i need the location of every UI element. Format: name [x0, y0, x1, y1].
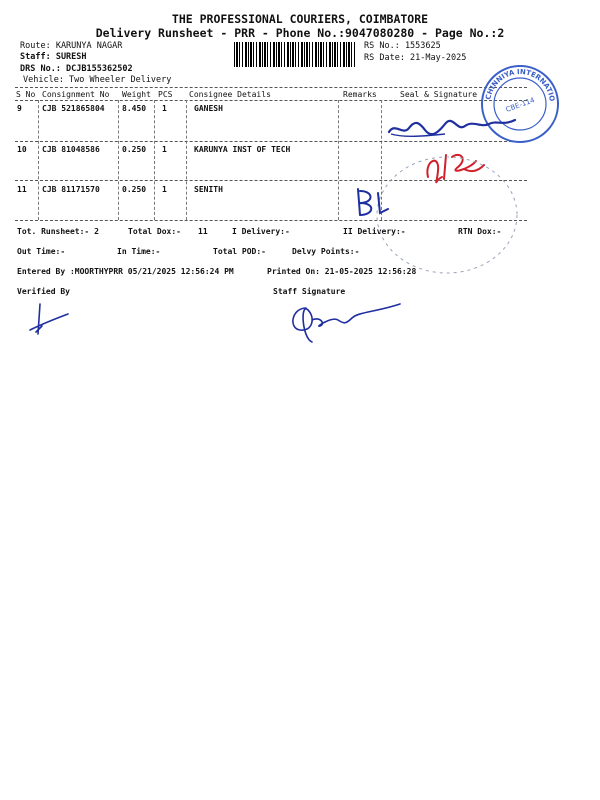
row-weight: 0.250 — [122, 185, 147, 194]
col-header-weight: Weight — [122, 90, 151, 99]
col-divider — [338, 100, 339, 220]
receiver-signature — [385, 112, 525, 142]
printed-on: Printed On: 21-05-2025 12:56:28 — [267, 267, 417, 276]
row-pcs: 1 — [162, 145, 167, 154]
drs-number: DRS No.: DCJB155362502 — [20, 64, 133, 74]
total-dox-value: 11 — [198, 227, 208, 236]
row-weight: 0.250 — [122, 145, 147, 154]
table-top-rule — [15, 87, 527, 88]
runsheet-subtitle: Delivery Runsheet - PRR - Phone No.:9047080280 - Page No.:2 — [95, 26, 505, 40]
col-header-remarks: Remarks — [343, 90, 377, 99]
barcode — [234, 42, 356, 67]
row-consignment: CJB 521865804 — [42, 104, 105, 113]
vehicle-label: Vehicle: Two Wheeler Delivery — [23, 75, 172, 85]
in-time: In Time:- — [117, 247, 161, 256]
table-header-rule — [15, 100, 527, 101]
tot-runsheet: Tot. Runsheet:- 2 — [17, 227, 99, 236]
row-sno: 10 — [17, 145, 27, 154]
col-divider — [186, 100, 187, 220]
total-pod: Total POD:- — [213, 247, 266, 256]
receiver-signature — [352, 185, 392, 221]
col-divider — [118, 100, 119, 220]
row-consignee: SENITH — [194, 185, 223, 194]
col-divider — [154, 100, 155, 220]
ii-delivery: II Delivery:- — [343, 227, 406, 236]
row-pcs: 1 — [162, 104, 167, 113]
staff-label: Staff: SURESH — [20, 52, 87, 62]
rtn-dox: RTN Dox:- — [458, 227, 502, 236]
rs-number: RS No.: 1553625 — [364, 41, 441, 51]
col-header-seal: Seal & Signature — [400, 90, 478, 99]
row-sno: 11 — [17, 185, 27, 194]
verifier-signature — [28, 300, 72, 340]
row-consignment: CJB 81048586 — [42, 145, 100, 154]
seal-text: CHINNIYA INTERNATIONAL — [475, 56, 556, 102]
total-dox: Total Dox:- — [128, 227, 181, 236]
route-label: Route: KARUNYA NAGAR — [20, 41, 123, 51]
row-consignee: KARUNYA INST OF TECH — [194, 145, 291, 154]
staff-signature-label: Staff Signature — [273, 287, 346, 296]
row-sno: 9 — [17, 104, 22, 113]
row-weight: 8.450 — [122, 104, 147, 113]
row-pcs: 1 — [162, 185, 167, 194]
i-delivery: I Delivery:- — [232, 227, 290, 236]
out-time: Out Time:- — [17, 247, 66, 256]
delvy-points: Delvy Points:- — [292, 247, 360, 256]
staff-signature — [286, 298, 406, 348]
col-header-consignee: Consignee Details — [189, 90, 271, 99]
verified-by-label: Verified By — [17, 287, 70, 296]
col-header-consignment: Consignment No — [42, 90, 110, 99]
company-title: THE PROFESSIONAL COURIERS, COIMBATORE — [171, 12, 429, 26]
rs-date: RS Date: 21-May-2025 — [364, 53, 467, 63]
row-consignment: CJB 81171570 — [42, 185, 100, 194]
entered-by: Entered By :MOORTHYPRR 05/21/2025 12:56:24 PM — [17, 267, 234, 276]
seal-code: CBE-114 — [504, 96, 536, 114]
col-header-pcs: PCS — [158, 90, 173, 99]
row-consignee: GANESH — [194, 104, 223, 113]
col-divider — [38, 100, 39, 220]
col-header-sno: S No — [16, 90, 36, 99]
